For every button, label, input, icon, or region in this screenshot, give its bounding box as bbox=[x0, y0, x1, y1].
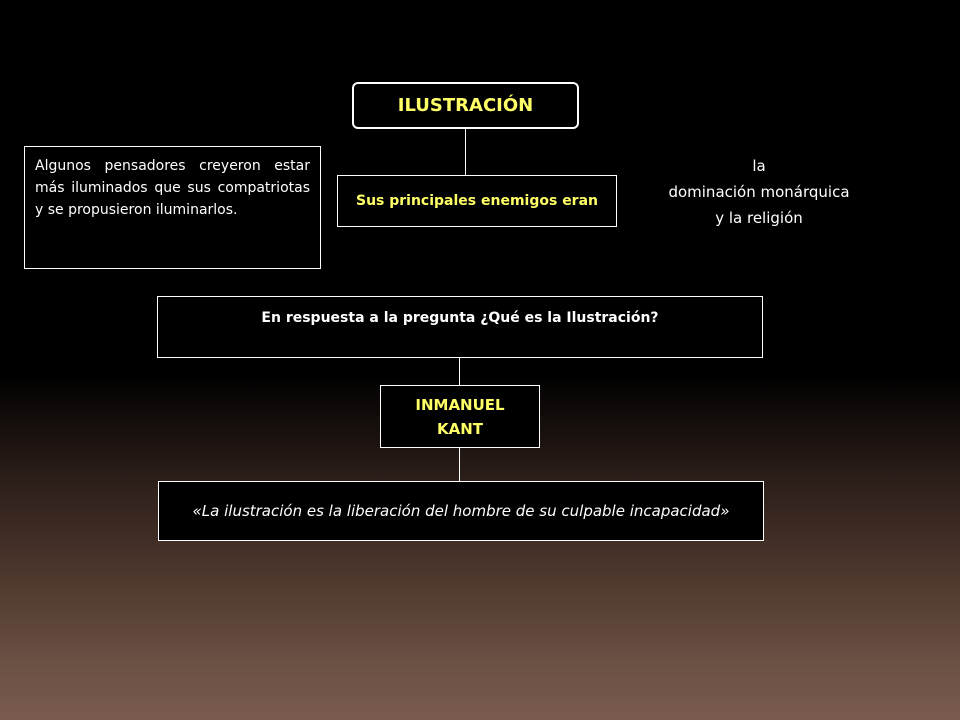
author-first-name: INMANUEL bbox=[415, 395, 505, 414]
author-last-name: KANT bbox=[436, 419, 484, 438]
title-node bbox=[352, 82, 579, 129]
quote-node bbox=[158, 481, 764, 541]
thinkers-text: Algunos pensadores creyeron estar más iluminados que sus compatriotas y se propusieron iluminarlos. bbox=[35, 158, 310, 218]
enemies-answer-line: la bbox=[752, 157, 766, 175]
thinkers-note bbox=[24, 146, 321, 269]
quote-text: «La ilustración es la liberación del hombre de su culpable incapacidad» bbox=[192, 502, 730, 520]
title-label: ILUSTRACIÓN bbox=[397, 95, 534, 116]
question-label: En respuesta a la pregunta ¿Qué es la Ilustración? bbox=[261, 310, 659, 326]
enemies-answer bbox=[646, 153, 872, 231]
enemies-answer-line: dominación monárquica bbox=[668, 183, 850, 201]
enemies-label: Sus principales enemigos eran bbox=[355, 193, 599, 209]
enemies-answer-line: y la religión bbox=[715, 209, 803, 227]
connector-kant-quote bbox=[459, 448, 460, 481]
enemies-node bbox=[337, 175, 617, 227]
author-node bbox=[380, 385, 540, 448]
connector-title-enemies bbox=[465, 129, 466, 175]
question-node bbox=[157, 296, 763, 358]
connector-question-kant bbox=[459, 358, 460, 385]
